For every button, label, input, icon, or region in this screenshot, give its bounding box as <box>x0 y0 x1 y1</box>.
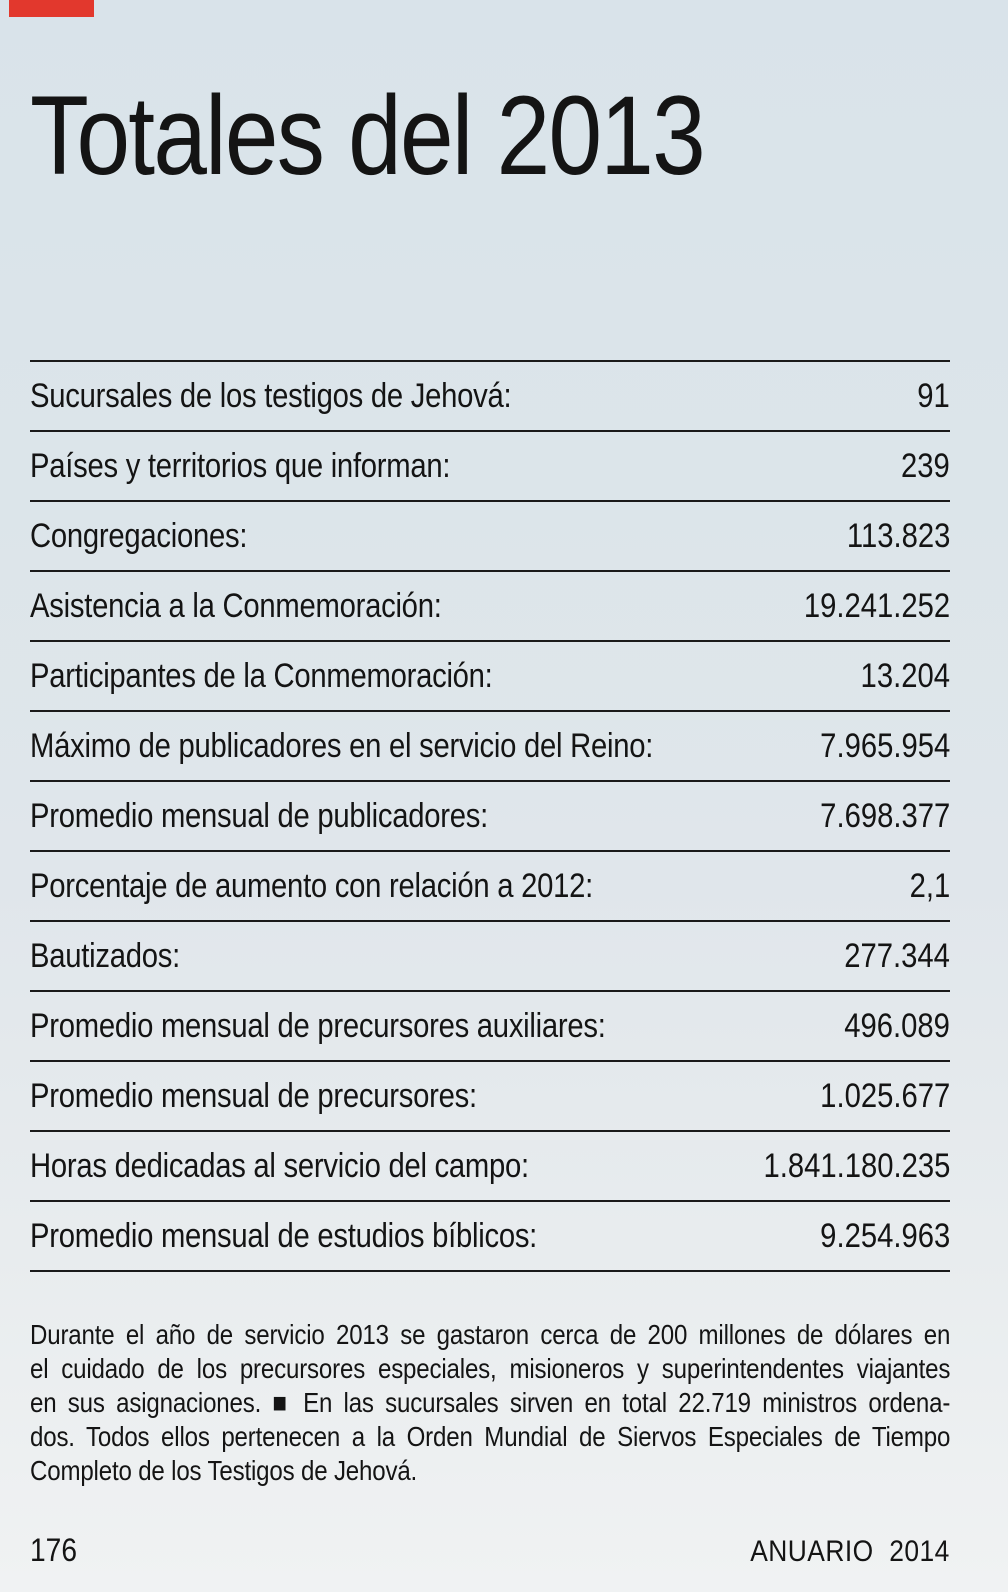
row-label: Promedio mensual de estudios bíblicos: <box>30 1216 538 1255</box>
row-value: 113.823 <box>846 516 950 555</box>
row-value: 1.841.180.235 <box>763 1146 950 1185</box>
table-row <box>30 1130 950 1200</box>
page-number: 176 <box>30 1532 77 1568</box>
running-head: ANUARIO 2014 <box>750 1535 950 1568</box>
paragraph-line: Durante el año de servicio 2013 se gastaron cerca de 200 millones de dólares en <box>30 1319 951 1350</box>
table-row <box>30 1060 950 1130</box>
page-footer <box>30 1532 950 1569</box>
row-value: 91 <box>917 376 950 415</box>
row-value: 9.254.963 <box>819 1216 950 1255</box>
table-row <box>30 1200 950 1270</box>
row-label: Promedio mensual de precursores auxiliares: <box>30 1006 606 1045</box>
row-value: 13.204 <box>860 656 950 695</box>
row-label: Asistencia a la Conmemoración: <box>30 586 442 625</box>
row-label: Sucursales de los testigos de Jehová: <box>30 376 512 415</box>
table-row <box>30 640 950 710</box>
row-value: 277.344 <box>844 936 950 975</box>
row-value: 19.241.252 <box>803 586 950 625</box>
page-title: Totales del 2013 <box>30 73 704 198</box>
row-label: Porcentaje de aumento con relación a 2012: <box>30 866 593 905</box>
table-row <box>30 360 950 430</box>
paragraph-line: en sus asignaciones. ■ En las sucursales sirven en total 22.719 ministros ordena- <box>30 1387 951 1418</box>
paragraph-line: dos. Todos ellos pertenecen a la Orden Mundial de Siervos Especiales de Tiempo <box>30 1421 951 1452</box>
paragraph-line: el cuidado de los precursores especiales, misioneros y superintendentes viajantes <box>30 1353 951 1384</box>
table-row <box>30 500 950 570</box>
row-value: 496.089 <box>844 1006 950 1045</box>
footnote-paragraph <box>30 1318 950 1488</box>
table-row <box>30 780 950 850</box>
row-value: 2,1 <box>909 866 950 905</box>
table-row <box>30 850 950 920</box>
paragraph-line: Completo de los Testigos de Jehová. <box>30 1455 418 1486</box>
row-label: Participantes de la Conmemoración: <box>30 656 493 695</box>
row-label: Países y territorios que informan: <box>30 446 451 485</box>
row-value: 7.965.954 <box>819 726 950 765</box>
row-label: Congregaciones: <box>30 516 248 555</box>
row-value: 239 <box>901 446 950 485</box>
table-row <box>30 430 950 500</box>
table-row <box>30 710 950 780</box>
row-label: Promedio mensual de publicadores: <box>30 796 488 835</box>
red-edge-tab-marker <box>9 0 94 17</box>
row-label: Bautizados: <box>30 936 180 975</box>
row-label: Horas dedicadas al servicio del campo: <box>30 1146 529 1185</box>
table-row <box>30 990 950 1060</box>
row-value: 7.698.377 <box>819 796 950 835</box>
row-label: Máximo de publicadores en el servicio del Reino: <box>30 726 654 765</box>
totals-table <box>30 360 950 1272</box>
row-label: Promedio mensual de precursores: <box>30 1076 477 1115</box>
table-row <box>30 920 950 990</box>
table-row <box>30 570 950 640</box>
row-value: 1.025.677 <box>819 1076 950 1115</box>
